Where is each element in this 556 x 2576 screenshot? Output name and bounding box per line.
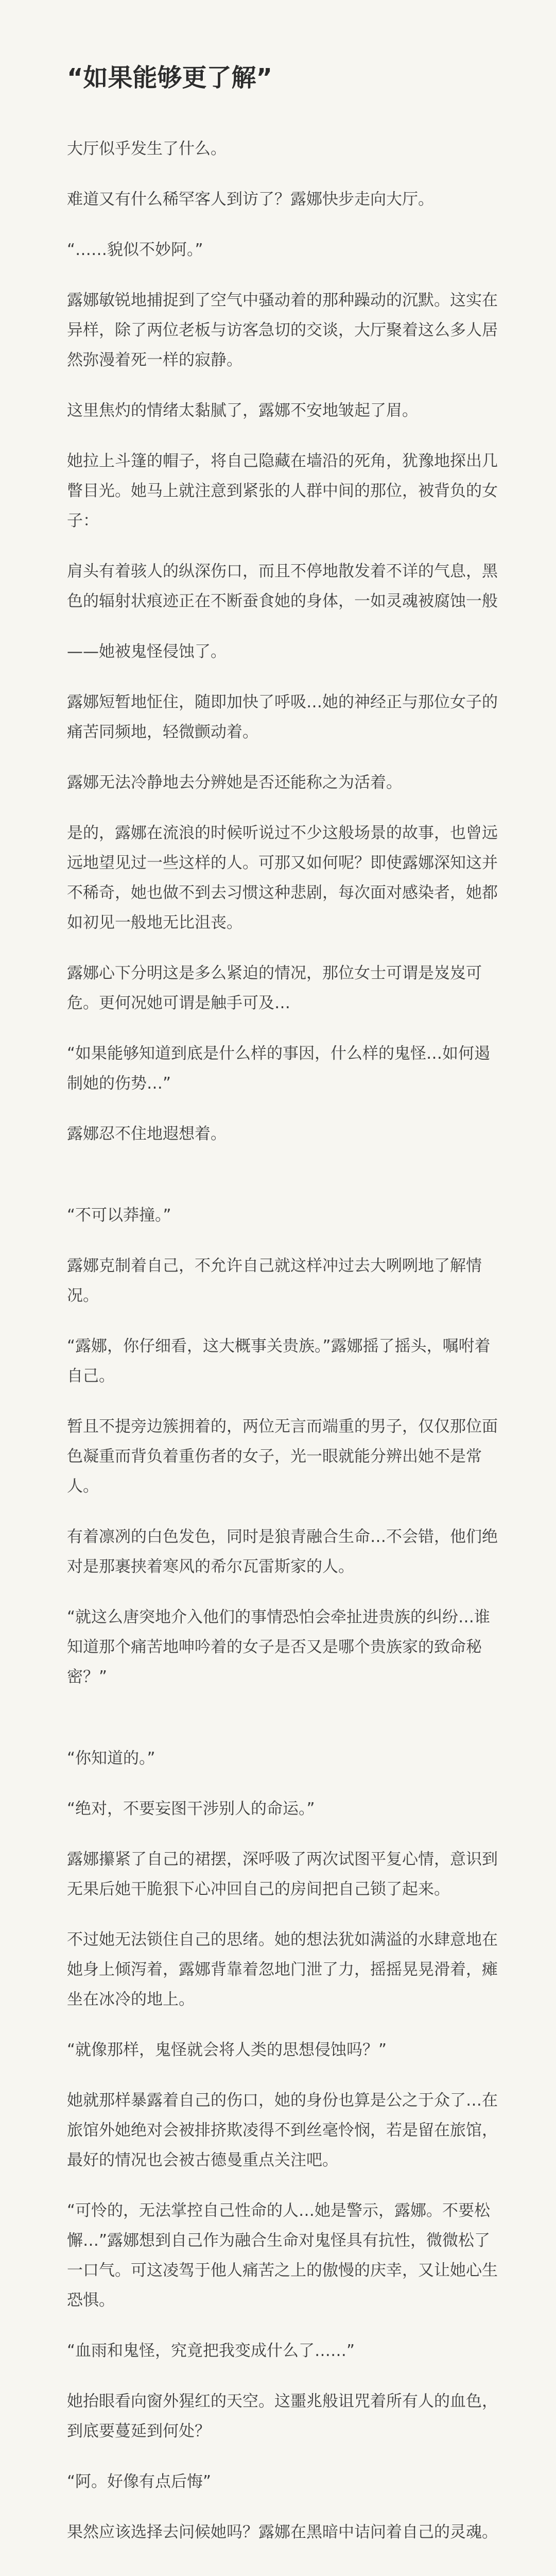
paragraph: 露娜心下分明这是多么紧迫的情况，那位女士可谓是岌岌可危。更何况她可谓是触手可及…: [67, 964, 482, 1013]
paragraph: 露娜敏锐地捕捉到了空气中骚动着的那种躁动的沉默。这实在异样，除了两位老板与访客急切的交谈，大厅聚着这么多人居然弥漫着死一样的寂静。: [67, 291, 498, 370]
section-spacer: [67, 1170, 505, 1200]
paragraph: 露娜无法冷静地去分辨她是否还能称之为活着。: [67, 773, 402, 792]
paragraph: 她就那样暴露着自己的伤口，她的身份也算是公之于众了…在旅馆外她绝对会被排挤欺凌得不到丝毫怜悯，若是留在旅馆，最好的情况也会被古德曼重点关注吧。: [67, 2091, 498, 2170]
note-body: [67, 134, 505, 2576]
paragraph: 露娜忍不住地遐想着。: [67, 1125, 227, 1144]
section-spacer: [67, 2568, 505, 2576]
paragraph: 暂且不提旁边簇拥着的，两位无言而端重的男子，仅仅那位面色凝重而背负着重伤者的女子，光一眼就能分辨出她不是常人。: [67, 1417, 498, 1496]
paragraph: 有着凛冽的白色发色，同时是狼青融合生命…不会错，他们绝对是那裹挟着寒风的希尔瓦雷斯家的人。: [67, 1528, 498, 1577]
paragraph: “绝对，不要妄图干涉别人的命运。”: [67, 1800, 315, 1819]
paragraph: “露娜，你仔细看，这大概事关贵族。”露娜摇了摇头，嘱咐着自己。: [67, 1337, 491, 1386]
paragraph: 难道又有什么稀罕客人到访了？露娜快步走向大厅。: [67, 190, 434, 209]
paragraph: 露娜克制着自己，不允许自己就这样冲过去大咧咧地了解情况。: [67, 1257, 482, 1306]
paragraph: 她抬眼看向窗外猩红的天空。这噩兆般诅咒着所有人的血色，到底要蔓延到何处？: [67, 2392, 498, 2441]
paragraph: “……貌似不妙阿。”: [67, 241, 203, 260]
paragraph: “不可以莽撞。”: [67, 1206, 171, 1225]
paragraph: “你知道的。”: [67, 1749, 155, 1768]
paragraph: 肩头有着骇人的纵深伤口，而且不停地散发着不详的气息，黑色的辐射状痕迹正在不断蚕食她的身体，一如灵魂被腐蚀一般: [67, 562, 498, 611]
paragraph: “血雨和鬼怪，究竟把我变成什么了……”: [67, 2342, 355, 2361]
paragraph: 大厅似乎发生了什么。: [67, 140, 227, 159]
paragraph: 露娜攥紧了自己的裙摆，深呼吸了两次试图平复心情，意识到无果后她干脆狠下心冲回自己的房间把自己锁了起来。: [67, 1850, 498, 1899]
paragraph: 她拉上斗篷的帽子，将自己隐藏在墙沿的死角，犹豫地探出几瞥目光。她马上就注意到紧张的人群中间的那位，被背负的女子：: [67, 452, 498, 531]
paragraph: 这里焦灼的情绪太黏腻了，露娜不安地皱起了眉。: [67, 401, 418, 420]
paragraph: “就像那样，鬼怪就会将人类的思想侵蚀吗？”: [67, 2041, 387, 2060]
paragraph: “就这么唐突地介入他们的事情恐怕会牵扯进贵族的纠纷…谁知道那个痛苦地呻吟着的女子是否又是哪个贵族家的致命秘密？”: [67, 1608, 491, 1687]
paragraph: “阿。好像有点后悔”: [67, 2472, 212, 2492]
paragraph: “可怜的，无法掌控自己性命的人…她是警示，露娜。不要松懈…”露娜想到自己作为融合生命对鬼怪具有抗性，微微松了一口气。可这凌驾于他人痛苦之上的傲慢的庆幸，又让她心生恐惧。: [67, 2201, 498, 2310]
note-title: “如果能够更了解”: [67, 63, 273, 92]
paragraph: ——她被鬼怪侵蚀了。: [67, 642, 227, 662]
paragraph: 果然应该选择去问候她吗？露娜在黑暗中诘问着自己的灵魂。: [67, 2523, 498, 2542]
paragraph: “如果能够知道到底是什么样的事因，什么样的鬼怪…如何遏制她的伤势…”: [67, 1044, 491, 1093]
paragraph: 露娜短暂地怔住，随即加快了呼吸…她的神经正与那位女子的痛苦同频地，轻微颤动着。: [67, 693, 498, 742]
paragraph: 不过她无法锁住自己的思绪。她的想法犹如满溢的水肆意地在她身上倾泻着，露娜背靠着忽地门泄了力，摇摇晃晃滑着，瘫坐在冰冷的地上。: [67, 1930, 498, 2009]
paragraph: 是的，露娜在流浪的时候听说过不少这般场景的故事，也曾远远地望见过一些这样的人。可那又如何呢？即使露娜深知这并不稀奇，她也做不到去习惯这种悲剧，每次面对感染者，她都如初见一般地无比沮丧。: [67, 824, 498, 933]
section-spacer: [67, 1713, 505, 1743]
